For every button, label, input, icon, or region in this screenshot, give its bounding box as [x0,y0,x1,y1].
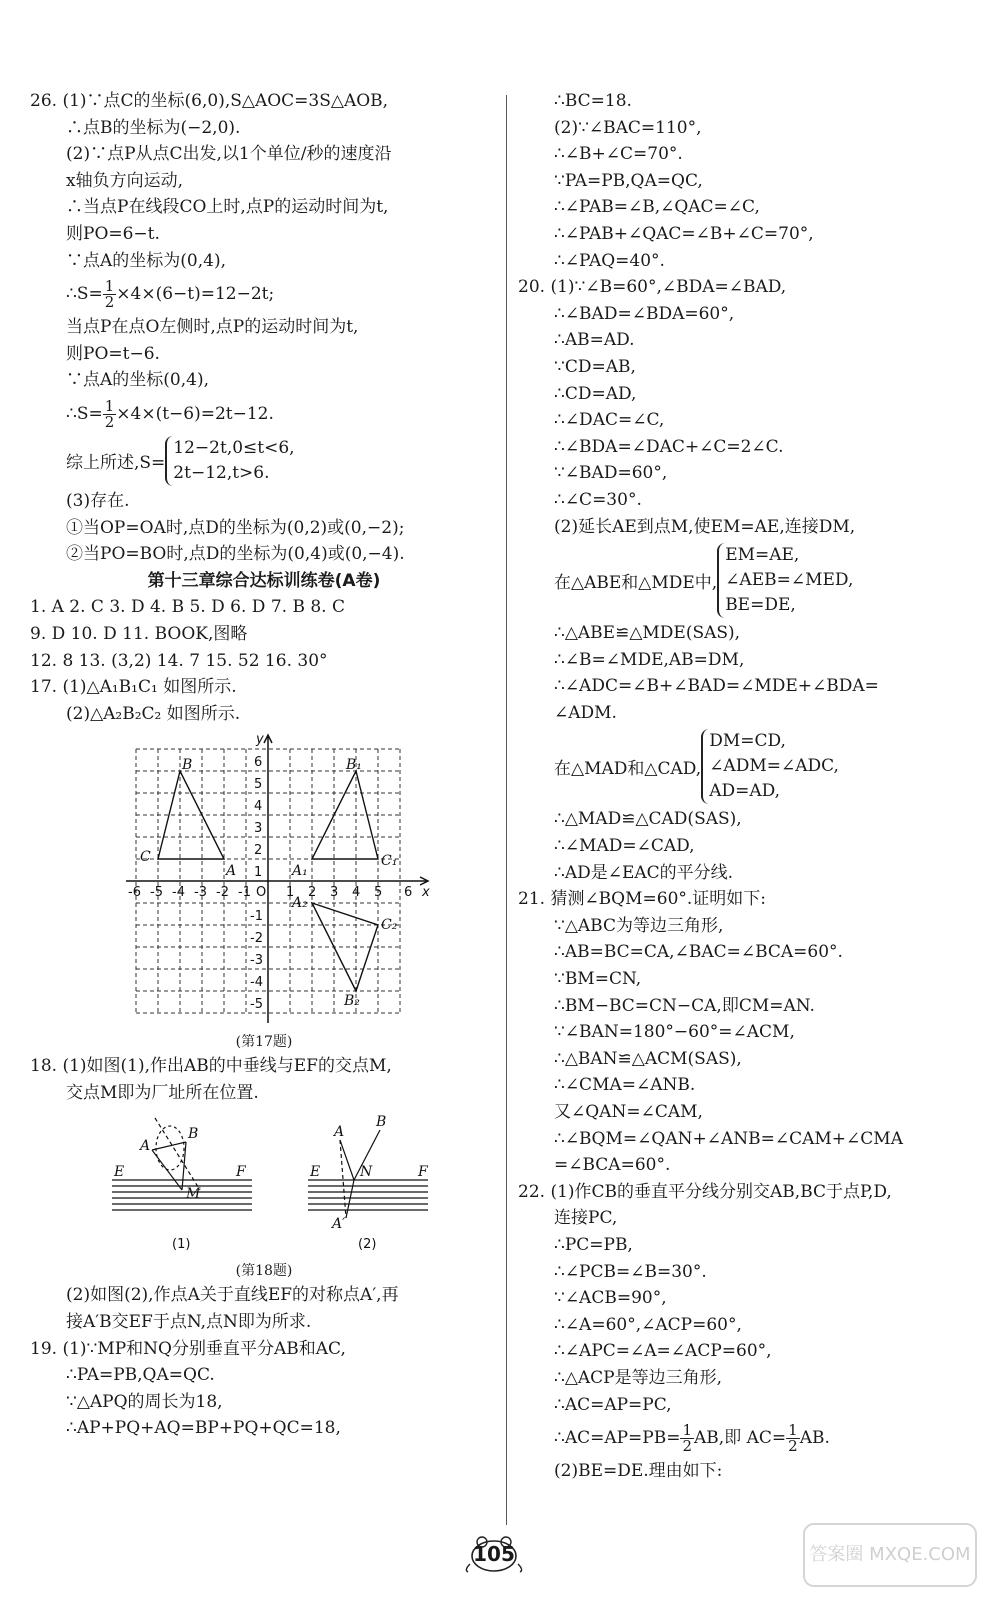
formula-line: ∴S= $\frac{1}{2}$ ×4×(t−6)=2t−12. [66,396,274,431]
figure-caption: (第18题) [235,1263,293,1280]
text-line: ∴∠C=30°. [554,489,642,510]
point-label: B₂ [344,993,360,1010]
point-label: B [182,757,193,774]
text-line: ∵∠BAN=180°−60°=∠ACM, [554,1022,795,1043]
text-line: ∵∠ACB=90°, [554,1288,667,1309]
point-label: A₁ [292,863,308,880]
text-line: ∴△ABE≌△MDE(SAS), [554,623,741,644]
text-line: =∠BCA=60°. [554,1155,671,1176]
text-line: 17. (1)△A₁B₁C₁ 如图所示. [30,677,237,698]
brace-group: EM=AE, ∠AEB=∠MED, BE=DE, [717,543,853,618]
text-line: ∴△MAD≌△CAD(SAS), [554,809,742,830]
page-number: 105 [473,1542,515,1566]
axis-label: y [256,732,264,748]
text-line: ∵点A的坐标为(0,4), [66,250,226,271]
text-line: ∴∠PAB+∠QAC=∠B+∠C=70°, [554,223,814,244]
section-title: 第十三章综合达标训练卷(A卷) [147,570,381,591]
subfigure-label: (1) [172,1237,191,1253]
origin-label: O [256,885,267,901]
point-label: B [188,1126,199,1143]
text-line: (2)△A₂B₂C₂ 如图所示. [66,703,241,724]
text-line: (2)BE=DE.理由如下: [554,1461,723,1482]
figure-caption: (第17题) [235,1034,293,1051]
point-label: C [140,849,151,866]
text-line: 当点P在点O左侧时,点P的运动时间为t, [66,317,359,338]
right-column [518,88,978,1485]
tick-label: 4 [352,885,361,901]
column-divider [506,95,507,1525]
tick-label: 1 [286,885,295,901]
text-line: ∴AB=BC=CA,∠BAC=∠BCA=60°. [554,942,843,963]
text-line: (2)如图(2),作点A关于直线EF的对称点A′,再 [66,1285,399,1306]
text-line: ∴∠B+∠C=70°. [554,144,683,165]
tick-label: 5 [374,885,383,901]
text-line: 则PO=6−t. [66,223,160,244]
point-label: E [310,1164,321,1181]
text-line: ∴△ACP是等边三角形, [554,1367,723,1388]
text-line: ∴∠ADC=∠B+∠BAD=∠MDE+∠BDA= [554,676,879,697]
text-line: ①当OP=OA时,点D的坐标为(0,2)或(0,−2); [66,517,405,538]
text-line: ∴∠BQM=∠QAN+∠ANB=∠CAM+∠CMA [554,1128,903,1149]
point-label: N [360,1164,373,1181]
text-line: 交点M即为厂址所在位置. [66,1082,259,1103]
text-line: 22. (1)作CB的垂直平分线分别交AB,BC于点P,D, [518,1181,892,1202]
tick-label: -2 [216,885,229,901]
svg-text:答案圈 MXQE.COM: 答案圈 MXQE.COM [809,1544,971,1565]
point-label: A [334,1124,345,1141]
formula-line: ∴S= $\frac{1}{2}$ ×4×(6−t)=12−2t; [66,277,275,312]
watermark-stamp-icon [800,1520,980,1590]
text-line: 21. 猜测∠BQM=60°.证明如下: [518,889,767,910]
text-line: ∴BC=18. [554,91,632,111]
tick-label: 3 [254,821,263,837]
text-line: ∠ADM. [554,702,617,723]
text-line: ∴∠BDA=∠DAC+∠C=2∠C. [554,436,784,457]
fraction: $\frac{1}{2}$ [682,1421,693,1456]
tick-label: -4 [172,885,185,901]
text-line: ∵PA=PB,QA=QC, [554,170,703,191]
text-line: 26. (1)∵点C的坐标(6,0),S△AOC=3S△AOB, [30,91,389,111]
tick-label: -1 [238,885,251,901]
text-line: ②当PO=BO时,点D的坐标为(0,4)或(0,−4). [66,544,405,565]
text-line: 又∠QAN=∠CAM, [554,1102,703,1122]
text-line: 19. (1)∵MP和NQ分别垂直平分AB和AC, [30,1338,346,1359]
text-line: ∴∠PCB=∠B=30°. [554,1261,707,1282]
brace-group: DM=CD, ∠ADM=∠ADC, AD=AD, [701,729,839,804]
fraction: $\frac{1}{2}$ [104,277,115,312]
text-line: ∴∠B=∠MDE,AB=DM, [554,649,745,670]
point-label: F [418,1164,428,1181]
text-line: ∴PA=PB,QA=QC. [66,1365,215,1386]
point-label: C₂ [381,917,398,934]
brace-group: 12−2t,0≤t<6, 2t−12,t>6. [165,436,294,486]
tick-label: 6 [254,755,263,771]
tick-label: 6 [404,885,413,901]
point-label: E [114,1164,125,1181]
tick-label: 2 [254,843,263,859]
tick-label: -5 [250,997,263,1013]
text-line: (2)∵∠BAC=110°, [554,117,702,138]
figure-17-grid [30,731,498,1031]
text-line: ∴CD=AD, [554,383,637,404]
text-line: (2)∵点P从点C出发,以1个单位/秒的速度沿 [66,144,392,165]
text-line: ∴点B的坐标为(−2,0). [66,117,241,138]
page-number-badge [462,1534,526,1574]
text-line: ∴∠PAB=∠B,∠QAC=∠C, [554,197,760,218]
text-line: ∴AD是∠EAC的平分线. [554,862,734,883]
system-line: 在△MAD和△CAD, DM=CD, ∠ADM=∠ADC, AD=AD, [518,726,978,806]
text-line: ∴AB=AD. [554,330,635,351]
formula-line: ∴AC=AP=PB= $\frac{1}{2}$ AB,即 AC= $\frac{1}{2}$ AB. [554,1421,830,1456]
tick-label: -4 [250,975,263,991]
text-line: ∵△ABC为等边三角形, [554,915,724,936]
tick-label: -3 [194,885,207,901]
text-line: ∴∠A=60°,∠ACP=60°, [554,1314,742,1335]
point-label: A [140,1138,151,1155]
piecewise-line: 综上所述,S= 12−2t,0≤t<6, 2t−12,t>6. [30,434,498,488]
figure-18 [30,1110,498,1260]
tick-label: -3 [250,953,263,969]
point-label: A′ [332,1216,346,1233]
text-line: ∴BM−BC=CN−CA,即CM=AN. [554,995,815,1016]
tick-label: -2 [250,931,263,947]
tick-label: -6 [128,885,141,901]
text-line: ∵∠BAD=60°, [554,463,668,484]
tick-label: -1 [250,909,263,925]
text-line: 则PO=t−6. [66,343,160,364]
text-line: ∴∠PAQ=40°. [554,250,665,271]
point-label: A [226,863,237,880]
text-line: ∴∠MAD=∠CAD, [554,836,695,857]
text-line: ∵BM=CN, [554,969,642,990]
tick-label: 2 [308,885,317,901]
text-line: (3)存在. [66,490,130,511]
text-line: ∴∠BAD=∠BDA=60°, [554,303,735,324]
point-label: M [186,1186,201,1203]
subfigure-label: (2) [358,1237,377,1253]
text-line: ∵△APQ的周长为18, [66,1391,223,1412]
point-label: A₂ [292,895,308,912]
watermark-logo [800,1520,980,1590]
fraction: $\frac{1}{2}$ [104,396,115,431]
tick-label: -5 [150,885,163,901]
text-line: 接A′B交EF于点N,点N即为所求. [66,1312,312,1333]
tick-label: 1 [254,865,263,881]
point-label: F [236,1164,246,1181]
text-line: ∵点A的坐标(0,4), [66,370,209,391]
text-line: 18. (1)如图(1),作出AB的中垂线与EF的交点M, [30,1056,392,1077]
fraction: $\frac{1}{2}$ [788,1421,798,1456]
text-line: x轴负方向运动, [66,170,183,191]
answer-line: 9. D 10. D 11. BOOK,图略 [30,623,248,644]
text-line: ∴∠CMA=∠ANB. [554,1075,696,1096]
left-column [30,88,498,1442]
point-label: C₁ [381,853,398,870]
text-line: ∴△BAN≌△ACM(SAS), [554,1048,742,1069]
tick-label: 4 [254,799,263,815]
tick-label: 3 [330,885,339,901]
point-label: B [376,1114,387,1131]
text-line: ∴PC=PB, [554,1234,633,1255]
text-line: ∵CD=AB, [554,356,636,377]
point-label: B₁ [346,757,362,774]
axis-label: x [422,885,430,901]
answer-line: 12. 8 13. (3,2) 14. 7 15. 52 16. 30° [30,650,328,671]
answer-line: 1. A 2. C 3. D 4. B 5. D 6. D 7. B 8. C [30,597,345,618]
text-line: ∴AC=AP=PC, [554,1394,672,1415]
text-line: ∴∠DAC=∠C, [554,410,665,431]
text-line: (2)延长AE到点M,使EM=AE,连接DM, [554,516,856,537]
text-line: ∴AP+PQ+AQ=BP+PQ+QC=18, [66,1418,341,1439]
tick-label: 5 [254,777,263,793]
text-line: ∴当点P在线段CO上时,点P的运动时间为t, [66,197,389,218]
text-line: 连接PC, [554,1208,618,1229]
text-line: 20. (1)∵∠B=60°,∠BDA=∠BAD, [518,277,787,298]
system-line: 在△ABE和△MDE中, EM=AE, ∠AEB=∠MED, BE=DE, [518,540,978,620]
text-line: ∴∠APC=∠A=∠ACP=60°, [554,1341,772,1362]
